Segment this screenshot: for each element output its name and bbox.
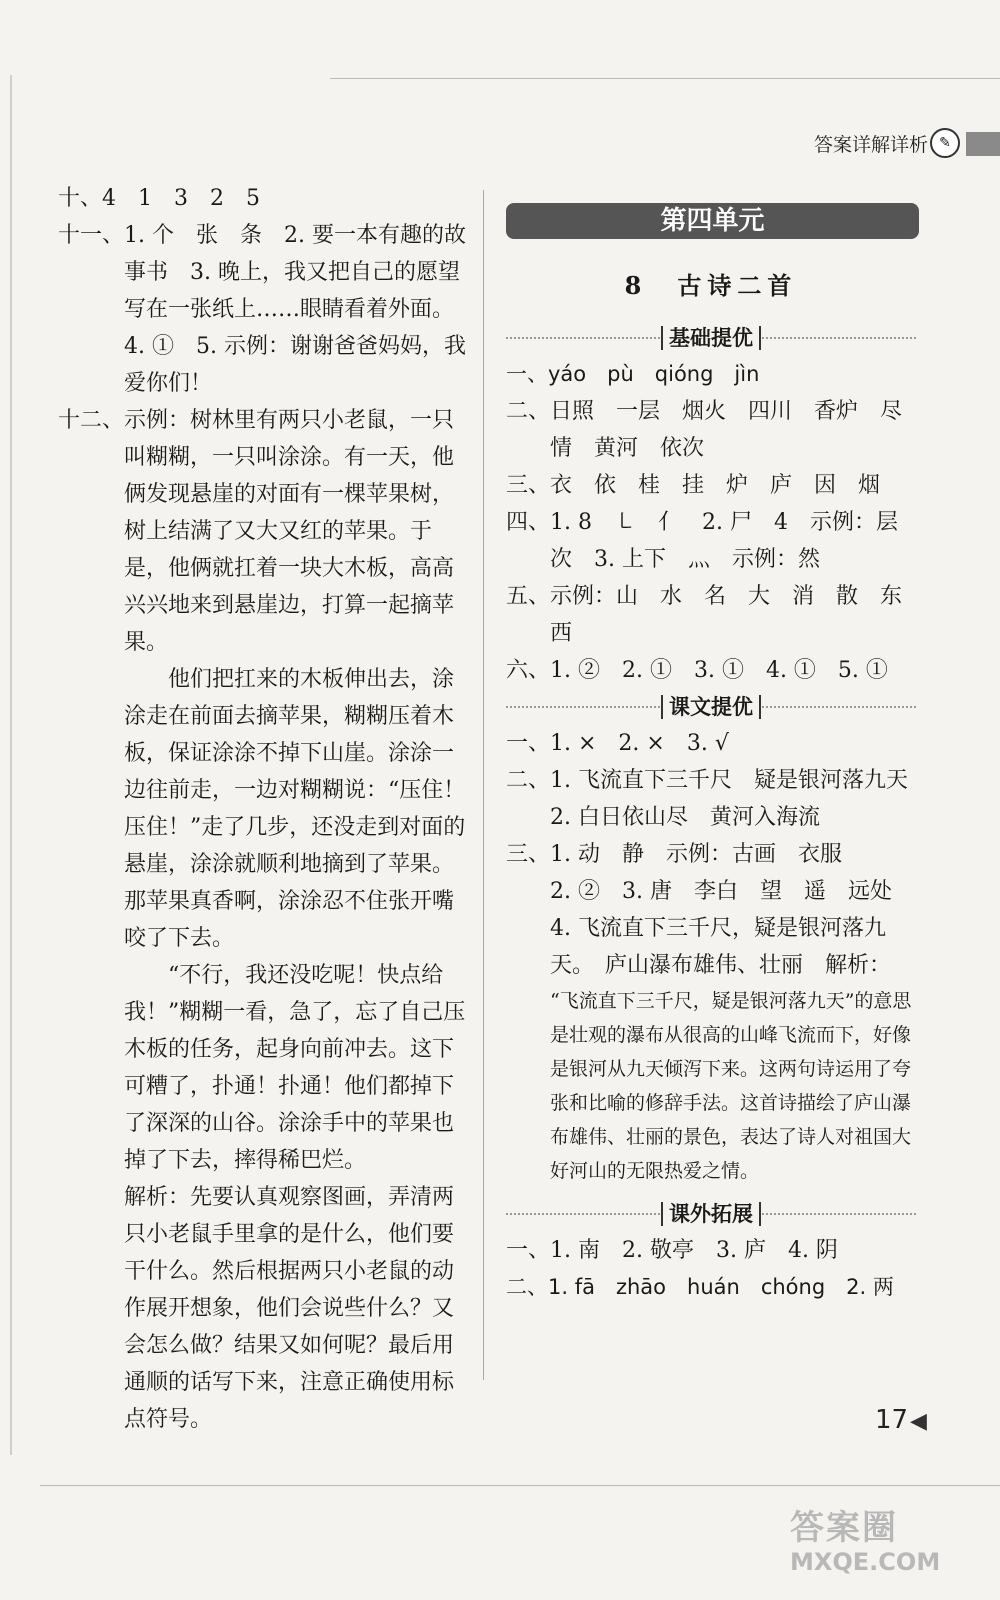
story-paragraph-2: 他们把扛来的木板伸出去，涂涂走在前面去摘苹果，糊糊压着木板，保证涂涂不掉下山崖。涂涂一边往前走，一边对糊糊说：“压住！压住！”走了几步，还没走到对面的悬崖，涂涂就顺利地摘到了苹果。那苹果真香啊，涂涂忍不住张开嘴咬了下去。 xyxy=(124,667,466,951)
answer-10: 十、4 1 3 2 5 xyxy=(58,186,260,211)
section-text-label: 课文提优 xyxy=(661,695,761,719)
text-3: 三、1. 动 静 示例：古画 衣服 xyxy=(506,842,842,867)
text-3-4: 4. 飞流直下三千尺，疑是银河落九天。 庐山瀑布雄伟、壮丽 解析： xyxy=(550,916,892,978)
section-basic-label: 基础提优 xyxy=(661,326,761,350)
header-label: 答案详解详析 xyxy=(813,134,928,156)
watermark-url: MXQE.COM xyxy=(790,1548,941,1576)
answer-11: 十一、1. 个 张 条 2. 要一本有趣的故事书 3. 晚上，我又把自己的愿望写在一张纸上……眼睛看着外面。 4. ① 5. 示例：谢谢爸爸妈妈，我爱你们！ xyxy=(58,223,466,396)
page-edge xyxy=(10,75,12,1455)
extend-2: 二、1. fā zhāo huán chóng 2. 两 xyxy=(506,1275,894,1299)
section-basic xyxy=(506,320,916,354)
text-analysis: “飞流直下三千尺，疑是银河落九天”的意思是壮观的瀑布从很高的山峰飞流而下，好像是银河从九天倾泻下来。这两句诗运用了夸张和比喻的修辞手法。这首诗描绘了庐山瀑布雄伟、壮丽的景色，表达了诗人对祖国大好河山的无限热爱之情。 xyxy=(550,990,912,1182)
footer-rule xyxy=(40,1485,1000,1486)
basic-1: 一、yáo pù qióng jìn xyxy=(506,362,760,386)
unit-banner: 第四单元 xyxy=(506,203,919,239)
section-extend xyxy=(506,1196,916,1230)
column-divider xyxy=(483,190,484,1380)
basic-3: 三、衣 依 桂 挂 炉 庐 因 烟 xyxy=(506,473,881,498)
text-2: 二、1. 飞流直下三千尺 疑是银河落九天 2. 白日依山尽 黄河入海流 xyxy=(506,768,931,830)
lesson-title: 8 古诗二首 xyxy=(624,271,798,300)
basic-6: 六、1. ② 2. ① 3. ① 4. ① 5. ① xyxy=(506,658,888,683)
basic-5: 五、示例：山 水 名 大 消 散 东 西 xyxy=(506,584,925,646)
text-1: 一、1. × 2. × 3. √ xyxy=(506,731,729,756)
story-paragraph-3: “不行，我还没吃呢！快点给我！”糊糊一看，急了，忘了自己压木板的任务，起身向前冲去。这下可糟了，扑通！扑通！他们都掉下了深深的山谷。涂涂手中的苹果也掉了下去，摔得稀巴烂。 xyxy=(124,963,466,1173)
extend-1: 一、1. 南 2. 敬亭 3. 庐 4. 阴 xyxy=(506,1238,838,1263)
header-rule xyxy=(330,78,1000,79)
watermark: 答案圈 xyxy=(790,1508,898,1548)
text-3-cont: 2. ② 3. 唐 李白 望 遥 远处 xyxy=(550,879,892,904)
pencil-icon: ✎ xyxy=(930,128,960,158)
left-column xyxy=(58,180,468,1438)
answer-12: 十二、示例：树林里有两只小老鼠，一只叫糊糊，一只叫涂涂。有一天，他俩发现悬崖的对面有一棵苹果树，树上结满了又大又红的苹果。于是，他俩就扛着一块大木板，高高兴兴地来到悬崖边，打算一起摘苹果。 xyxy=(58,408,455,655)
triangle-left-icon: ◀ xyxy=(910,1409,927,1434)
header-tab-bar xyxy=(966,132,1000,156)
right-column xyxy=(506,203,931,1306)
basic-2: 二、日照 一层 烟火 四川 香炉 尽情 黄河 依次 xyxy=(506,399,903,461)
page-number: 17 xyxy=(875,1405,909,1435)
basic-4: 四、1. 8 ㇄ 亻 2. 尸 4 示例：层次 3. 上下 灬 示例：然 xyxy=(506,510,898,572)
analysis-12: 解析：先要认真观察图画，弄清两只小老鼠手里拿的是什么，他们要干什么。然后根据两只小老鼠的动作展开想象，他们会说些什么？又会怎么做？结果又如何呢？最后用通顺的话写下来，注意正确使用标点符号。 xyxy=(124,1185,455,1432)
section-text xyxy=(506,689,916,723)
section-extend-label: 课外拓展 xyxy=(661,1202,761,1226)
